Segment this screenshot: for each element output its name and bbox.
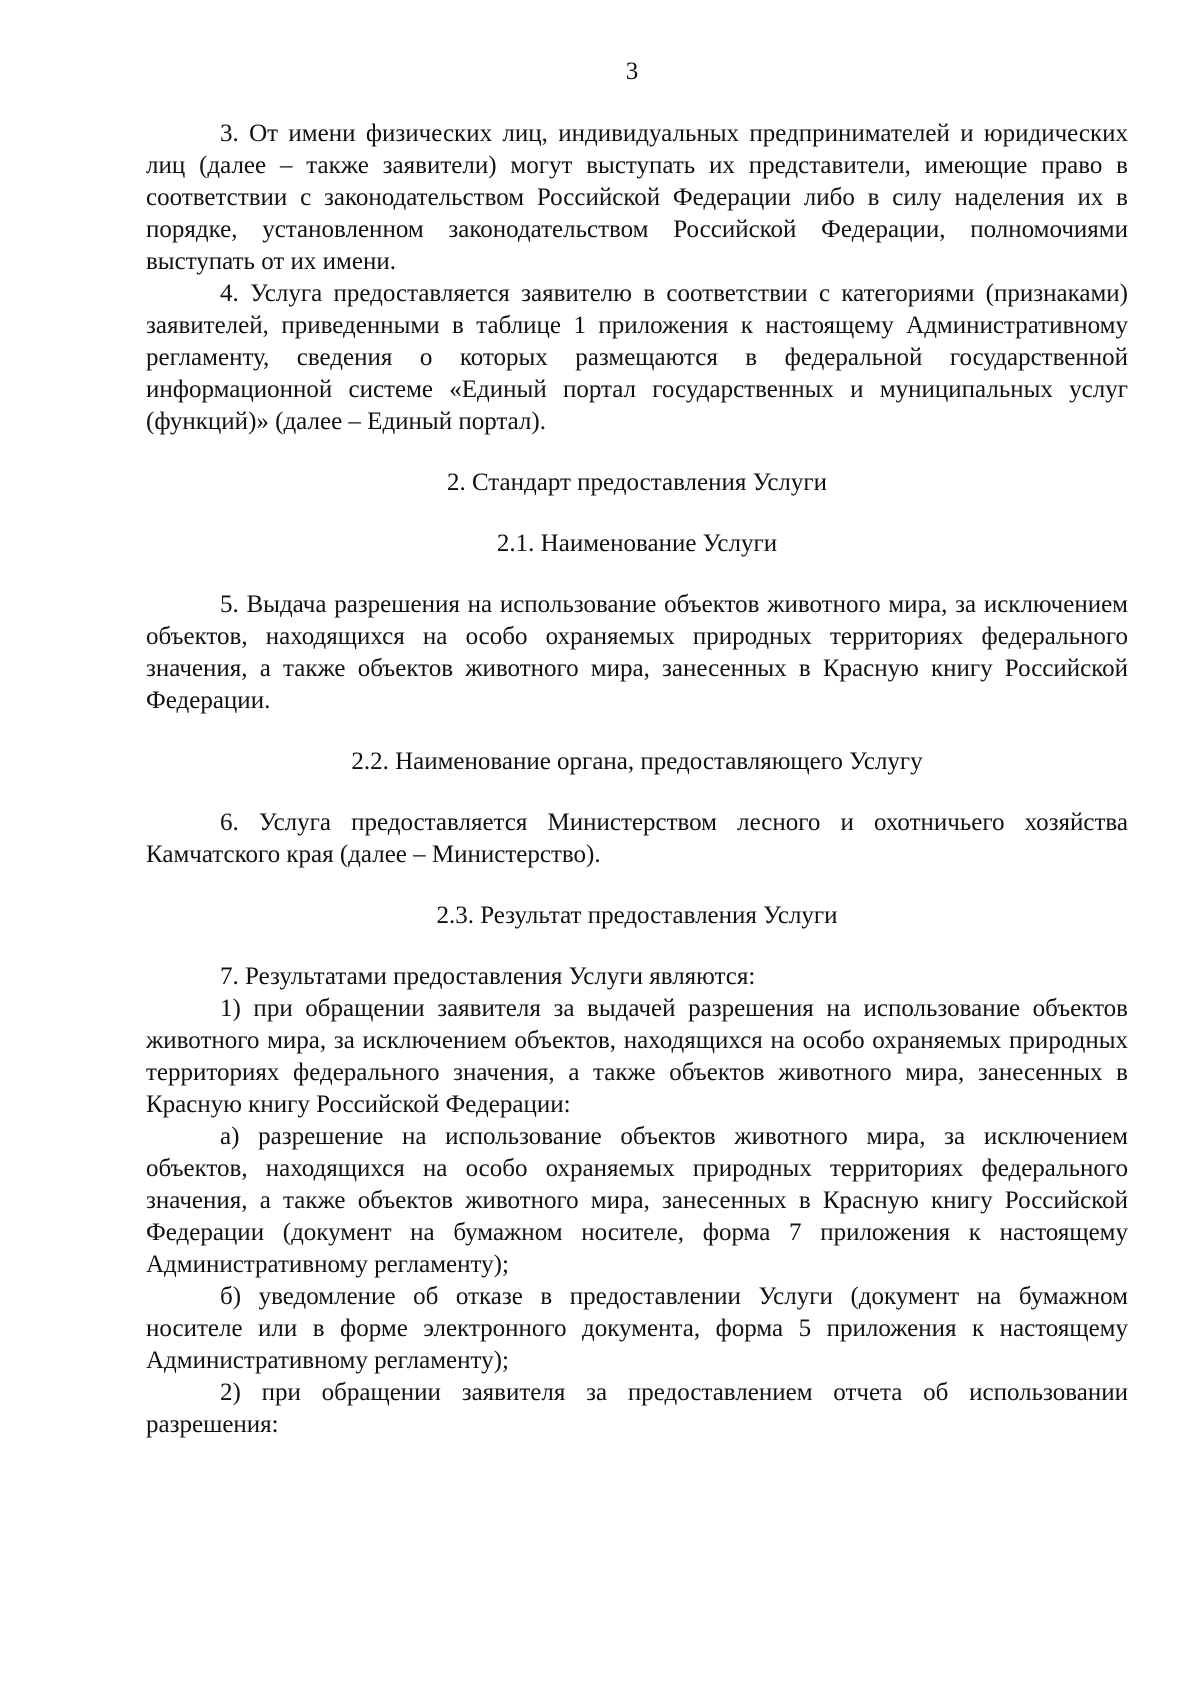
paragraph-7-item-2: 2) при обращении заявителя за предоставлением отчета об использовании разрешения: <box>146 1379 1128 1438</box>
document-body <box>146 118 1128 1441</box>
paragraph-4: 4. Услуга предоставляется заявителю в соответствии с категориями (признаками) заявителей, приведенными в таблице 1 приложения к настоящему Административному регламенту, сведения о которых размещаются в федеральной государственной информационной системе «Единый портал государственных и муниципальных услуг (функций)» (далее – Единый портал). <box>146 280 1128 435</box>
paragraph-7-item-1a: а) разрешение на использование объектов животного мира, за исключением объектов, находящихся на особо охраняемых природных территориях федерального значения, а также объектов животного мира, занесенных в Красную книгу Российской Федерации (документ на бумажном носителе, форма 7 приложения к настоящему Административному регламенту); <box>146 1123 1128 1278</box>
section-heading-2: 2. Стандарт предоставления Услуги <box>446 469 828 496</box>
paragraph-7: 7. Результатами предоставления Услуги являются: <box>220 963 756 990</box>
paragraph-7-item-1b: б) уведомление об отказе в предоставлении Услуги (документ на бумажном носителе или в форме электронного документа, форма 5 приложения к настоящему Административному регламенту); <box>146 1283 1128 1374</box>
page-number: 3 <box>625 58 639 85</box>
paragraph-7-item-1: 1) при обращении заявителя за выдачей разрешения на использование объектов животного мира, за исключением объектов, находящихся на особо охраняемых природных территориях федерального значения, а также объектов животного мира, занесенных в Красную книгу Российской Федерации: <box>146 995 1128 1118</box>
subsection-heading-2-2: 2.2. Наименование органа, предоставляющего Услугу <box>351 748 923 775</box>
paragraph-3: 3. От имени физических лиц, индивидуальных предпринимателей и юридических лиц (далее – также заявители) могут выступать их представители, имеющие право в соответствии с законодательством Российской Федерации либо в силу наделения их в порядке, установленном законодательством Российской Федерации, полномочиями выступать от их имени. <box>146 120 1128 275</box>
paragraph-5: 5. Выдача разрешения на использование объектов животного мира, за исключением объектов, находящихся на особо охраняемых природных территориях федерального значения, а также объектов животного мира, занесенных в Красную книгу Российской Федерации. <box>146 591 1128 714</box>
subsection-heading-2-3: 2.3. Результат предоставления Услуги <box>436 902 838 929</box>
paragraph-6: 6. Услуга предоставляется Министерством лесного и охотничьего хозяйства Камчатского края (далее – Министерство). <box>146 809 1128 868</box>
subsection-heading-2-1: 2.1. Наименование Услуги <box>496 530 778 557</box>
